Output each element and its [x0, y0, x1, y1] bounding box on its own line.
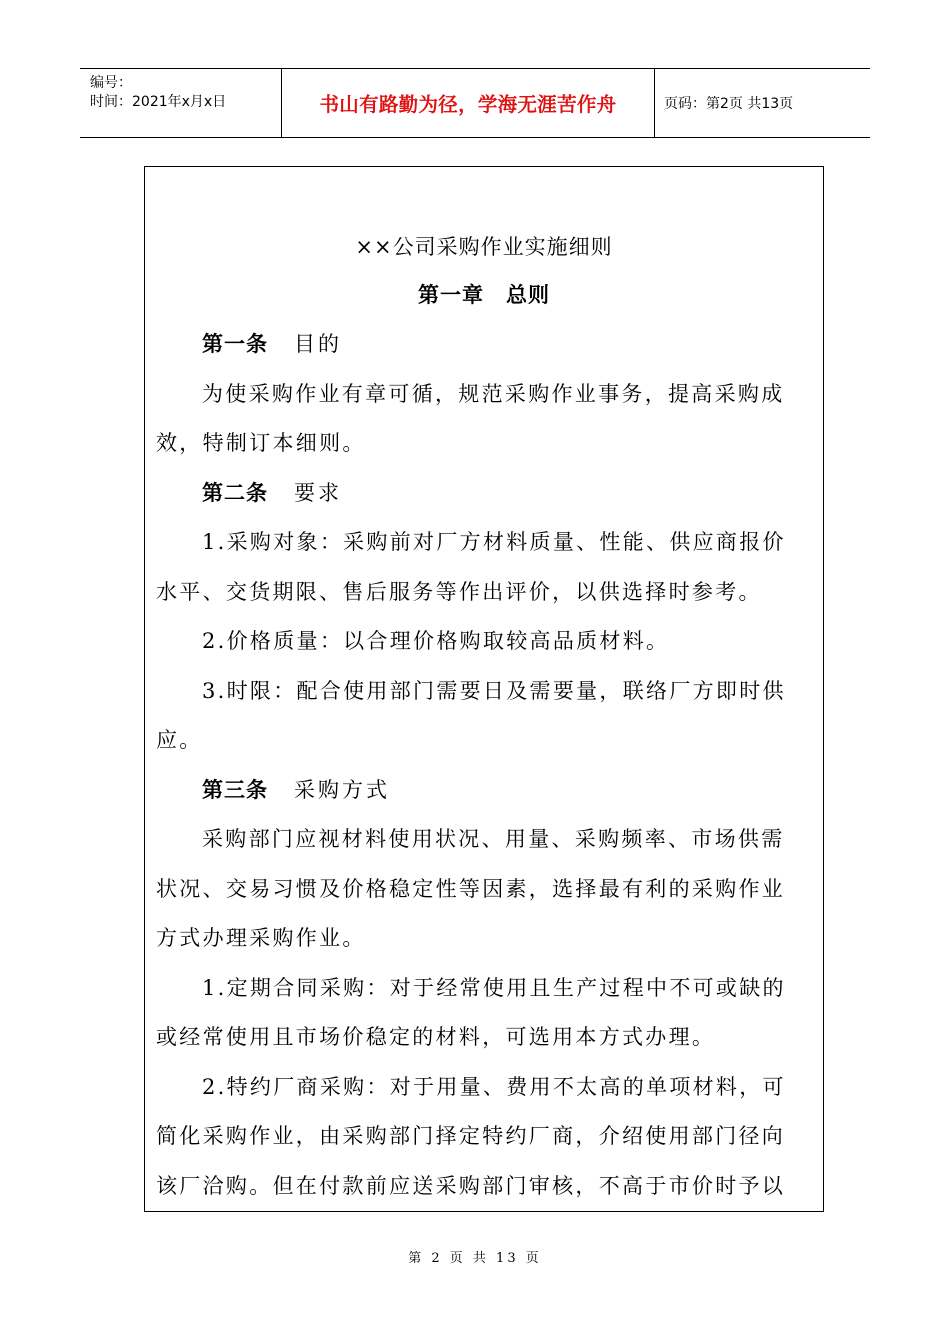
- article-title: 要求: [294, 480, 342, 505]
- date-label: 时间：2021年x月x日: [90, 94, 227, 110]
- header-table: [80, 68, 870, 138]
- header-meta: [90, 74, 226, 112]
- page-footer: 第 2 页 共 13 页: [408, 1251, 542, 1266]
- article-heading: [202, 774, 824, 804]
- article-number: 第一条: [202, 332, 268, 356]
- article-title: 目的: [294, 332, 342, 356]
- body-text-line: 简化采购作业，由采购部门择定特约厂商，介绍使用部门径向: [156, 1124, 786, 1148]
- article-heading: [202, 328, 824, 358]
- body-text-line: 2.特约厂商采购：对于用量、费用不太高的单项材料，可: [202, 1074, 786, 1099]
- body-text-line: 1.采购对象：采购前对厂方材料质量、性能、供应商报价: [202, 530, 786, 554]
- chapter-heading: 第一章 总则: [418, 283, 550, 307]
- body-text-line: 或经常使用且市场价稳定的材料，可选用本方式办理。: [156, 1025, 716, 1049]
- number-label: 编号：: [90, 75, 132, 91]
- body-text-line: 该厂洽购。但在付款前应送采购部门审核，不高于市价时予以: [156, 1173, 786, 1198]
- body-text-line: 为使采购作业有章可循，规范采购作业事务，提高采购成: [202, 381, 785, 406]
- body-text-line: 应。: [156, 728, 203, 752]
- article-heading: [202, 477, 824, 507]
- body-text-line: 状况、交易习惯及价格稳定性等因素，选择最有利的采购作业: [156, 876, 786, 901]
- body-text-line: 效，特制订本细则。: [156, 431, 366, 455]
- body-text-line: 3.时限：配合使用部门需要日及需要量，联络厂方即时供: [202, 678, 786, 703]
- body-text-line: 方式办理采购作业。: [156, 926, 366, 950]
- article-number: 第二条: [202, 480, 268, 505]
- header-motto: 书山有路勤为径，学海无涯苦作舟: [319, 93, 617, 116]
- document-title: ××公司采购作业实施细则: [355, 235, 613, 259]
- body-text-line: 水平、交货期限、售后服务等作出评价，以供选择时参考。: [156, 579, 762, 604]
- body-text-line: 2.价格质量：以合理价格购取较高品质材料。: [202, 629, 670, 653]
- header-divider: [654, 69, 655, 137]
- article-title: 采购方式: [294, 777, 390, 802]
- article-number: 第三条: [202, 777, 268, 802]
- document-body: [144, 166, 824, 1212]
- body-text-line: 1.定期合同采购：对于经常使用且生产过程中不可或缺的: [202, 975, 786, 1000]
- body-text-line: 采购部门应视材料使用状况、用量、采购频率、市场供需: [202, 827, 785, 851]
- header-page-info: 页码：第2页 共13页: [664, 96, 794, 112]
